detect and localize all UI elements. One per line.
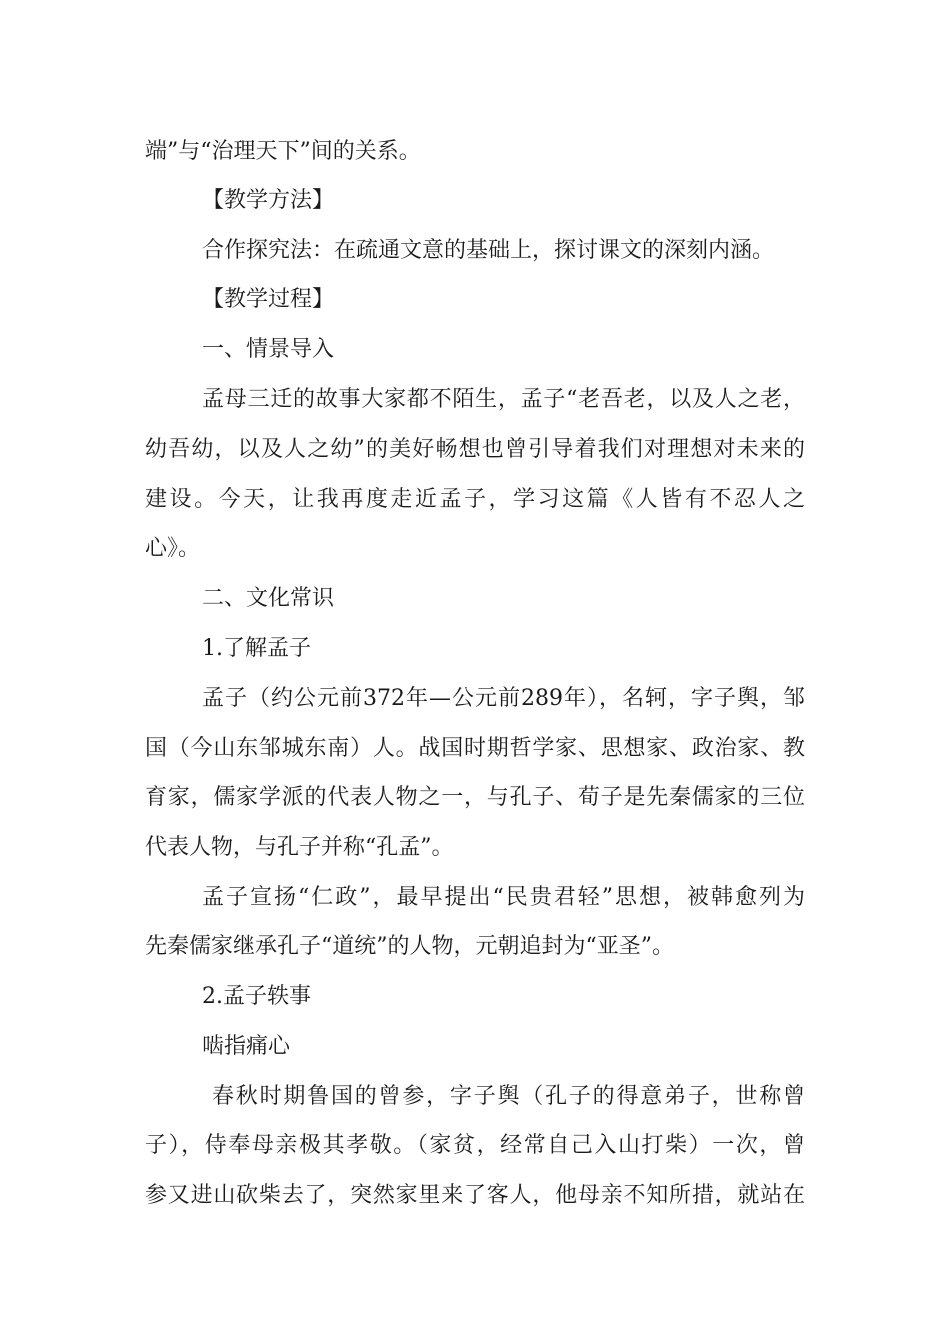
paragraph-line: 育家，儒家学派的代表人物之一，与孔子、荀子是先秦儒家的三位	[145, 785, 805, 810]
paragraph-line: 建设。今天，让我再度走近孟子，学习这篇《人皆有不忍人之	[145, 487, 805, 512]
paragraph-line: 幼吾幼，以及人之幼”的美好畅想也曾引导着我们对理想对未来的	[145, 437, 805, 462]
subheading-intro: 一、情景导入	[202, 337, 335, 362]
paragraph-line: 合作探究法：在疏通文意的基础上，探讨课文的深刻内涵。	[202, 238, 775, 263]
paragraph-line: 参又进山砍柴去了，突然家里来了客人，他母亲不知所措，就站在	[145, 1183, 805, 1208]
paragraph-line: 代表人物，与孔子并称“孔孟”。	[145, 835, 454, 860]
section-heading-methods: 【教学方法】	[202, 188, 335, 213]
paragraph-line: 春秋时期鲁国的曾参，字子舆（孔子的得意弟子，世称曾	[212, 1084, 805, 1109]
subheading-anecdotes: 2.孟子轶事	[202, 984, 311, 1009]
subheading-about-mencius: 1.了解孟子	[202, 636, 311, 661]
section-heading-process: 【教学过程】	[202, 287, 335, 312]
paragraph-line: 子），侍奉母亲极其孝敬。（家贫，经常自己入山打柴）一次，曾	[145, 1133, 805, 1158]
paragraph-line: 心》。	[145, 536, 201, 561]
paragraph-line: 端”与“治理天下”间的关系。	[145, 139, 421, 164]
paragraph-line: 孟母三迁的故事大家都不陌生，孟子“老吾老，以及人之老，	[202, 387, 805, 412]
paragraph-line: 先秦儒家继承孔子“道统”的人物，元朝追封为“亚圣”。	[145, 934, 674, 959]
paragraph-line: 孟子（约公元前372年—公元前289年），名轲，字子舆，邹	[202, 686, 805, 711]
story-title: 啮指痛心	[202, 1034, 291, 1059]
paragraph-line: 国（今山东邹城东南）人。战国时期哲学家、思想家、政治家、教	[145, 736, 805, 761]
paragraph-line: 孟子宣扬“仁政”，最早提出“民贵君轻”思想，被韩愈列为	[202, 885, 805, 910]
subheading-culture: 二、文化常识	[202, 586, 335, 611]
